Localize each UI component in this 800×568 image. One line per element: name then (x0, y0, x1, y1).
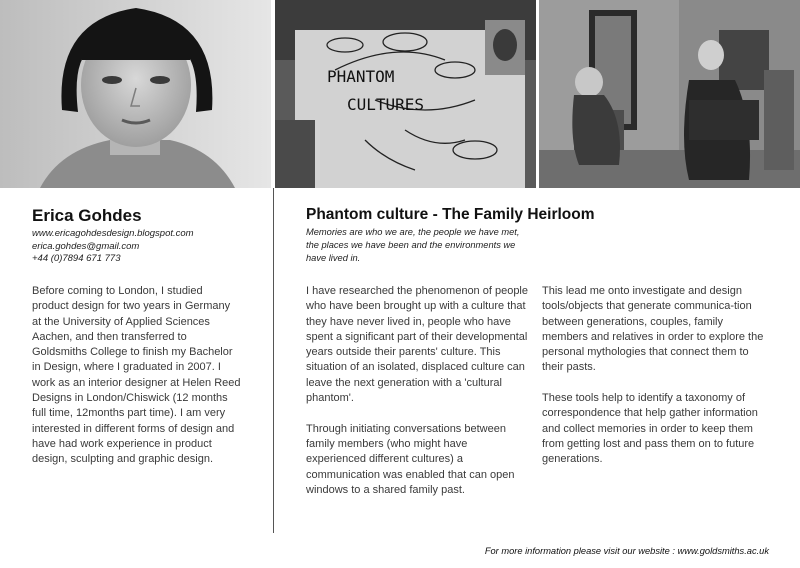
author-email: erica.gohdes@gmail.com (32, 240, 140, 252)
author-name: Erica Gohdes (32, 206, 142, 225)
mindmap-wall-photo (275, 0, 536, 188)
project-paragraph: Through initiating conversations between family members (who might have experienced different cultures) a communication was enabled that can open windows to a shared family past. (306, 422, 515, 496)
project-column-1 (306, 284, 528, 513)
column-divider (273, 188, 274, 533)
author-website: www.ericagohdesdesign.blogspot.com (32, 228, 194, 239)
author-bio: Before coming to London, I studied product design for two years in Germany at the University of Applied Sciences Aachen, and then transferred to Goldsmiths College to finish my Bachelor in Design, where I graduated in 2007. I work as an interior designer at Helen Reed Designs in London/Chiswick (12 months full time, 12months part time). I am very interested in different forms of design and have had work experience in product design, sculpting and graphic design. (32, 285, 241, 466)
family-interview-photo (539, 0, 800, 188)
project-paragraph: I have researched the phenomenon of people who have been brought up with a culture that they have never lived in, people who have spent a significant part of their developmental years outside their parents' culture. This situation of an isolated, displaced culture can leave the next generation with a 'cultural phantom'. (306, 285, 528, 405)
author-contact (32, 228, 194, 266)
wall-title-line1: PHANTOM (327, 67, 395, 86)
wall-title-line2: CULTURES (347, 95, 425, 114)
project-paragraph: This lead me onto investigate and design tools/objects that generate communica-tion between generations, couples, family members and relatives in order to explore the personal mythologies that connect them to their pasts. (542, 285, 764, 374)
project-paragraph: These tools help to identify a taxonomy of correspondence that help gather information and collect memories in order to keep them from getting lost and pass them on to future generations. (542, 392, 758, 466)
project-column-2 (542, 284, 764, 483)
author-phone: +44 (0)7894 671 773 (32, 253, 121, 264)
footer-note: For more information please visit our website : www.goldsmiths.ac.uk (484, 546, 769, 556)
portrait-photo (0, 0, 271, 188)
project-title: Phantom culture - The Family Heirloom (306, 206, 595, 223)
project-subtitle: Memories are who we are, the people we have met, the places we have been and the environments we have lived in. (306, 227, 520, 263)
